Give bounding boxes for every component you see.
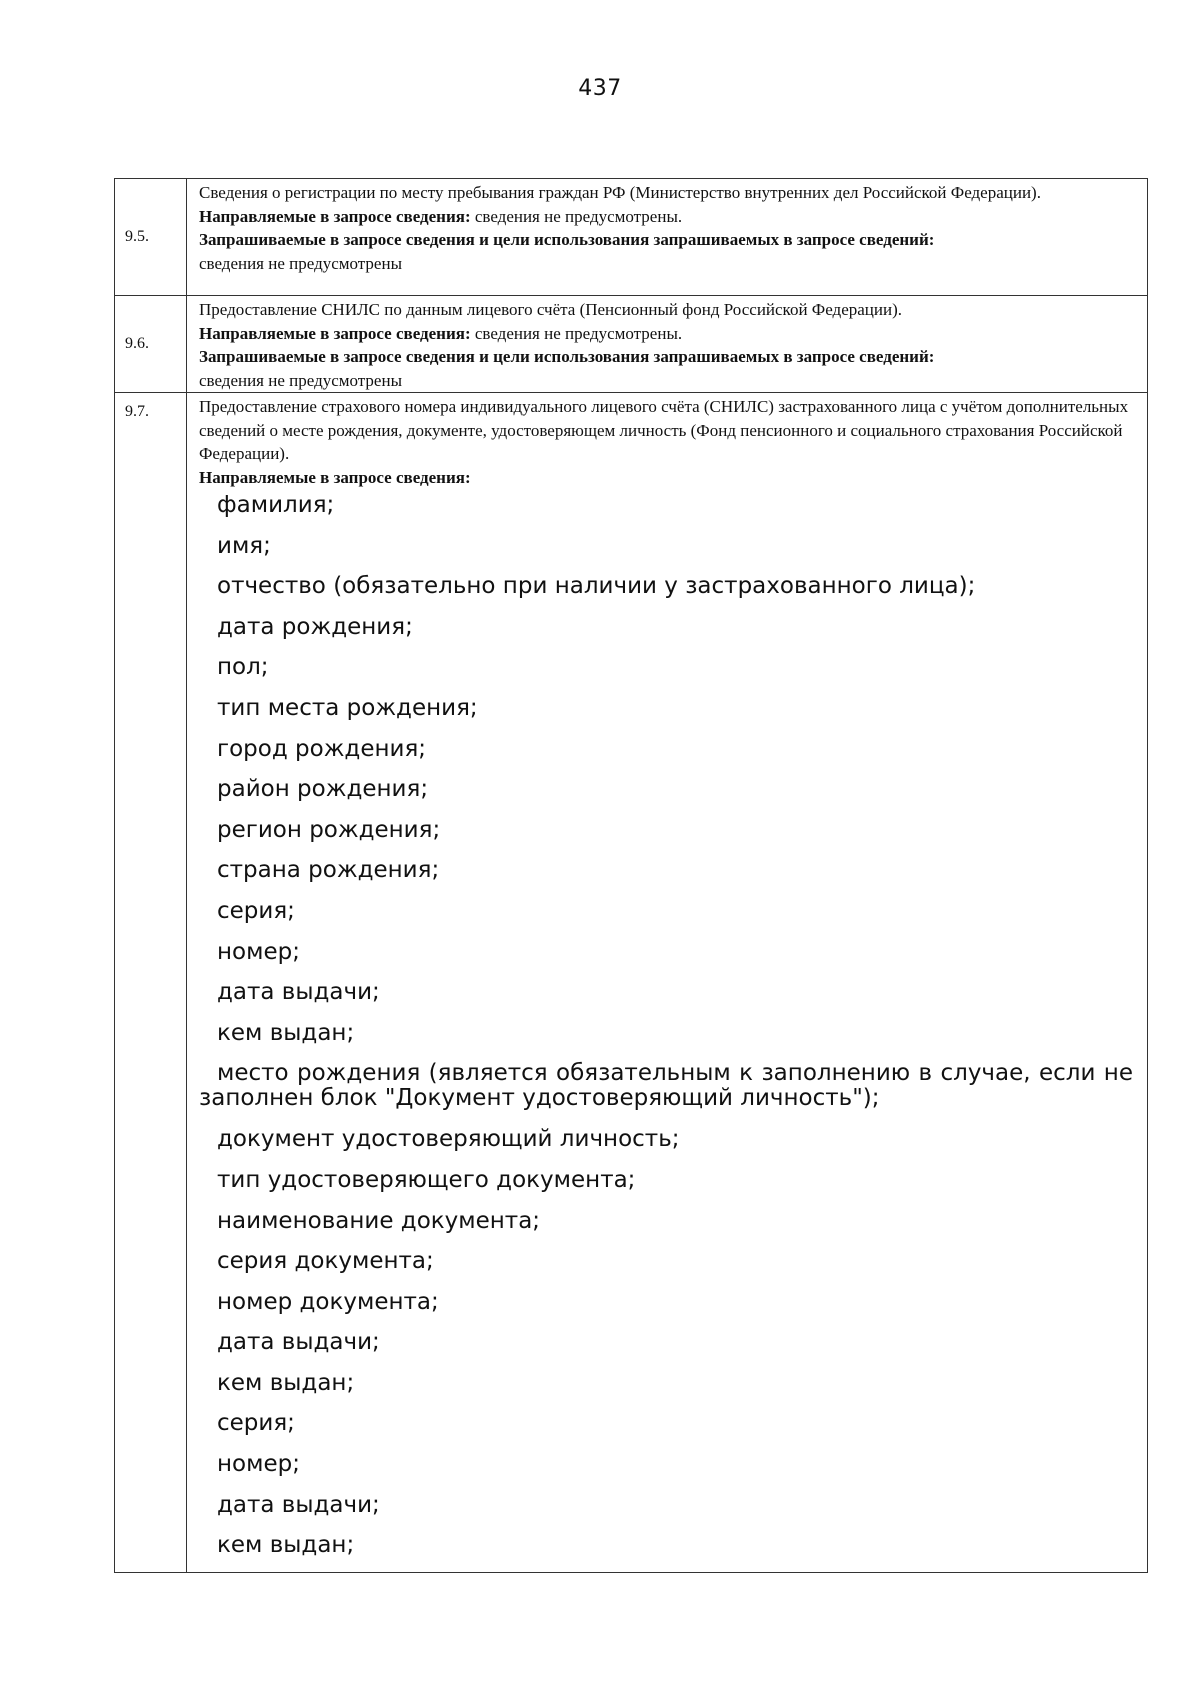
list-item: фамилия; [217, 492, 335, 518]
page-number: 437 [578, 76, 622, 101]
list-item: серия документа; [217, 1248, 434, 1275]
table-row [115, 179, 1148, 296]
row-number: 9.5. [115, 179, 187, 296]
table-row [115, 393, 1148, 1573]
requested-data-label: Запрашиваемые в запросе сведения и цели использования запрашиваемых в запросе сведений: [199, 230, 935, 249]
list-item: район рождения; [217, 776, 429, 803]
list-item: тип удостоверяющего документа; [217, 1166, 636, 1193]
list-item: номер; [217, 1451, 300, 1478]
requested-data-value: сведения не предусмотрены [199, 370, 402, 390]
sent-data-label: Направляемые в запросе сведения: [199, 323, 471, 343]
sent-data-line [199, 322, 1133, 346]
list-item: кем выдан; [217, 1532, 355, 1559]
row-content [187, 179, 1148, 296]
service-title: Предоставление страхового номера индивидуального лицевого счёта (СНИЛС) застрахованного лица с учётом дополнительных сведений о месте рождения, документе, удостоверяющем личность (Фонд пенсионного и социального страхования Российской Федерации). [199, 397, 1129, 463]
requested-data-value: сведения не предусмотрены [199, 253, 402, 273]
list-item: город рождения; [217, 735, 427, 762]
service-title: Предоставление СНИЛС по данным лицевого счёта (Пенсионный фонд Российской Федерации). [199, 300, 902, 319]
list-item: номер; [217, 938, 300, 965]
list-item: дата рождения; [217, 613, 413, 640]
list-item: тип места рождения; [217, 694, 478, 721]
list-item: серия; [217, 1410, 295, 1437]
sent-data-line [199, 205, 1133, 229]
sent-data-value: сведения не предусмотрены. [470, 206, 683, 226]
sent-data-list [199, 485, 1133, 1572]
service-title: Сведения о регистрации по месту пребывания граждан РФ (Министерство внутренних дел Российской Федерации). [199, 183, 1041, 202]
table-row [115, 296, 1148, 393]
row-number: 9.6. [115, 296, 187, 393]
list-item: регион рождения; [217, 816, 441, 843]
list-item: кем выдан; [217, 1019, 355, 1046]
services-table [114, 178, 1148, 1573]
row-content [187, 296, 1148, 393]
requested-data-label: Запрашиваемые в запросе сведения и цели использования запрашиваемых в запросе сведений: [199, 347, 935, 366]
sent-data-label: Направляемые в запросе сведения: [199, 467, 471, 487]
list-item: документ удостоверяющий личность; [217, 1126, 680, 1153]
list-item: серия; [217, 897, 295, 924]
row-number: 9.7. [115, 393, 187, 1573]
list-item: страна рождения; [217, 857, 440, 884]
list-item: кем выдан; [217, 1369, 355, 1396]
row-content [187, 393, 1148, 1573]
list-item: имя; [217, 532, 271, 559]
sent-data-label: Направляемые в запросе сведения: [199, 206, 471, 226]
list-item: дата выдачи; [217, 1329, 380, 1356]
list-item: отчество (обязательно при наличии у застрахованного лица); [217, 573, 976, 600]
sent-data-value: сведения не предусмотрены. [470, 323, 683, 343]
list-item: дата выдачи; [217, 979, 380, 1006]
list-item: пол; [217, 654, 269, 681]
list-item: дата выдачи; [217, 1491, 380, 1518]
list-item: номер документа; [217, 1288, 439, 1315]
list-item: место рождения (является обязательным к заполнению в случае, если не заполнен блок "Документ удостоверяющий личность"); [199, 1060, 1133, 1112]
list-item: наименование документа; [217, 1207, 541, 1234]
